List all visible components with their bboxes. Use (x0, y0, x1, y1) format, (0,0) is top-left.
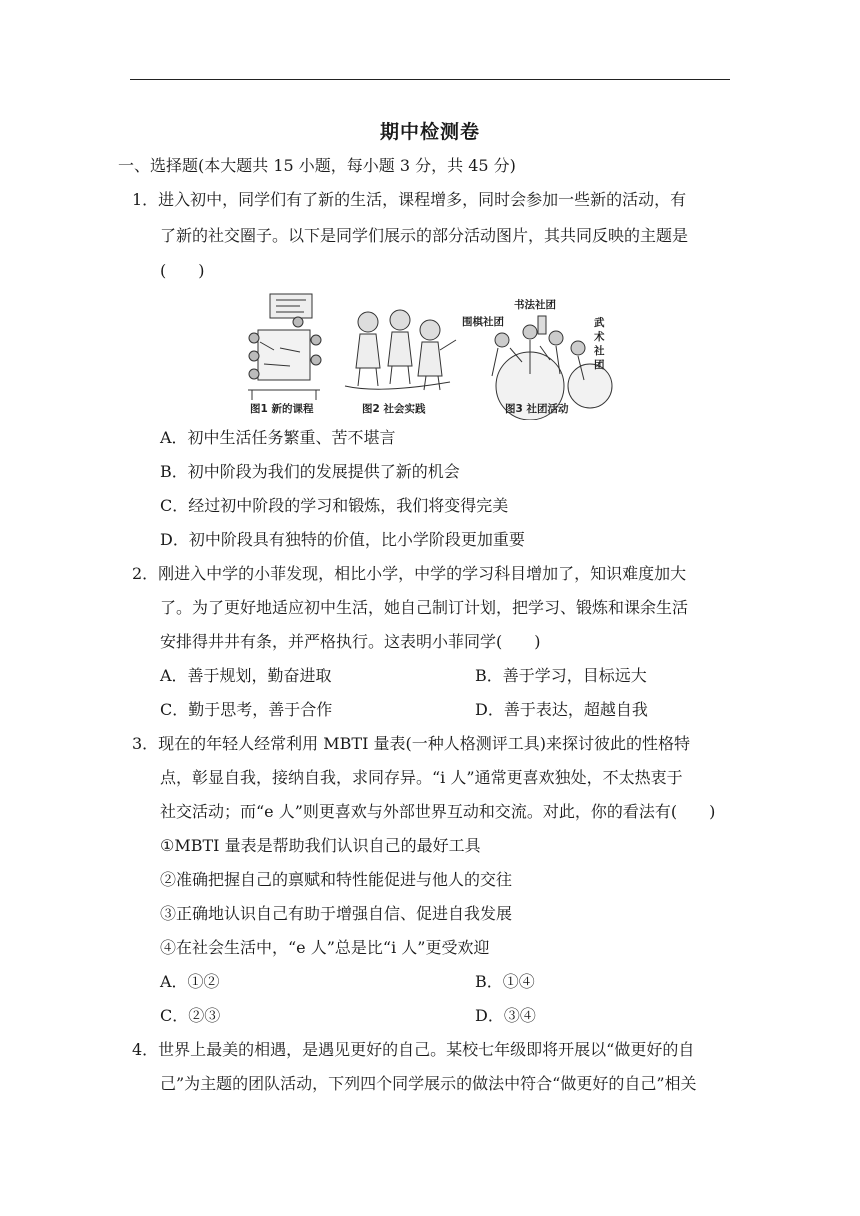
section-heading: 一、选择题(本大题共 15 小题，每小题 3 分，共 45 分) (118, 156, 516, 175)
caption-fig3: 图3 社团活动 (505, 403, 569, 415)
q2-stem-line-3: 安排得井井有条，并严格执行。这表明小菲同学( ) (160, 632, 541, 651)
q2-stem-line-2: 了。为了更好地适应初中生活，她自己制订计划，把学习、锻炼和课余生活 (160, 598, 689, 617)
q1-stem-line-1: 1．进入初中，同学们有了新的生活，课程增多，同时会参加一些新的活动，有 (132, 190, 687, 209)
q4-stem-line-1: 4．世界上最美的相遇，是遇见更好的自己。某校七年级即将开展以“做更好的自 (132, 1040, 695, 1059)
classroom-illustration (248, 294, 321, 400)
header-rule (130, 79, 730, 80)
q2-option-a: A．善于规划，勤奋进取 (160, 666, 332, 685)
q1-option-a: A．初中生活任务繁重、苦不堪言 (160, 428, 396, 447)
q3-option-c: C．②③ (160, 1006, 221, 1025)
q2-stem-line-1: 2．刚进入中学的小菲发现，相比小学，中学的学习科目增加了，知识难度加大 (132, 564, 687, 583)
q4-stem-line-2: 己”为主题的团队活动，下列四个同学展示的做法中符合“做更好的自己”相关 (160, 1074, 697, 1093)
q2-option-c: C．勤于思考，善于合作 (160, 700, 333, 719)
caption-fig2: 图2 社会实践 (362, 403, 426, 415)
label-martial-2: 术 (594, 331, 605, 343)
label-martial-4: 团 (594, 359, 605, 371)
q1-option-b: B．初中阶段为我们的发展提供了新的机会 (160, 462, 460, 481)
q3-statement-3: ③正确地认识自己有助于增强自信、促进自我发展 (160, 904, 513, 923)
q3-option-d: D．③④ (475, 1006, 536, 1025)
q2-option-b: B．善于学习，目标远大 (475, 666, 647, 685)
q3-statement-4: ④在社会生活中，“e 人”总是比“i 人”更受欢迎 (160, 938, 490, 957)
q3-stem-line-1: 3．现在的年轻人经常利用 MBTI 量表(一种人格测评工具)来探讨彼此的性格特 (132, 734, 690, 753)
page-title: 期中检测卷 (379, 121, 480, 143)
social-practice-illustration (345, 310, 456, 390)
q1-figure (240, 290, 620, 420)
q2-option-d: D．善于表达，超越自我 (475, 700, 648, 719)
q3-statement-1: ①MBTI 量表是帮助我们认识自己的最好工具 (160, 836, 481, 855)
label-martial-1: 武 (594, 317, 605, 329)
q1-answer-blank: ( ) (160, 261, 205, 280)
q3-stem-line-2: 点，彰显自我，接纳自我，求同存异。“i 人”通常更喜欢独处，不太热衷于 (160, 768, 683, 787)
q3-statement-2: ②准确把握自己的禀赋和特性能促进与他人的交往 (160, 870, 513, 889)
label-calligraphy-club: 书法社团 (514, 299, 556, 311)
label-go-club: 围棋社团 (462, 316, 504, 328)
q3-option-b: B．①④ (475, 972, 535, 991)
q1-stem-line-2: 了新的社交圈子。以下是同学们展示的部分活动图片，其共同反映的主题是 (160, 226, 689, 245)
q1-option-d: D．初中阶段具有独特的价值，比小学阶段更加重要 (160, 530, 525, 549)
q3-option-a: A．①② (160, 972, 220, 991)
caption-fig1: 图1 新的课程 (250, 403, 314, 415)
q3-stem-line-3: 社交活动；而“e 人”则更喜欢与外部世界互动和交流。对此，你的看法有( ) (160, 802, 716, 821)
q1-option-c: C．经过初中阶段的学习和锻炼，我们将变得完美 (160, 496, 509, 515)
label-martial-3: 社 (594, 345, 605, 357)
